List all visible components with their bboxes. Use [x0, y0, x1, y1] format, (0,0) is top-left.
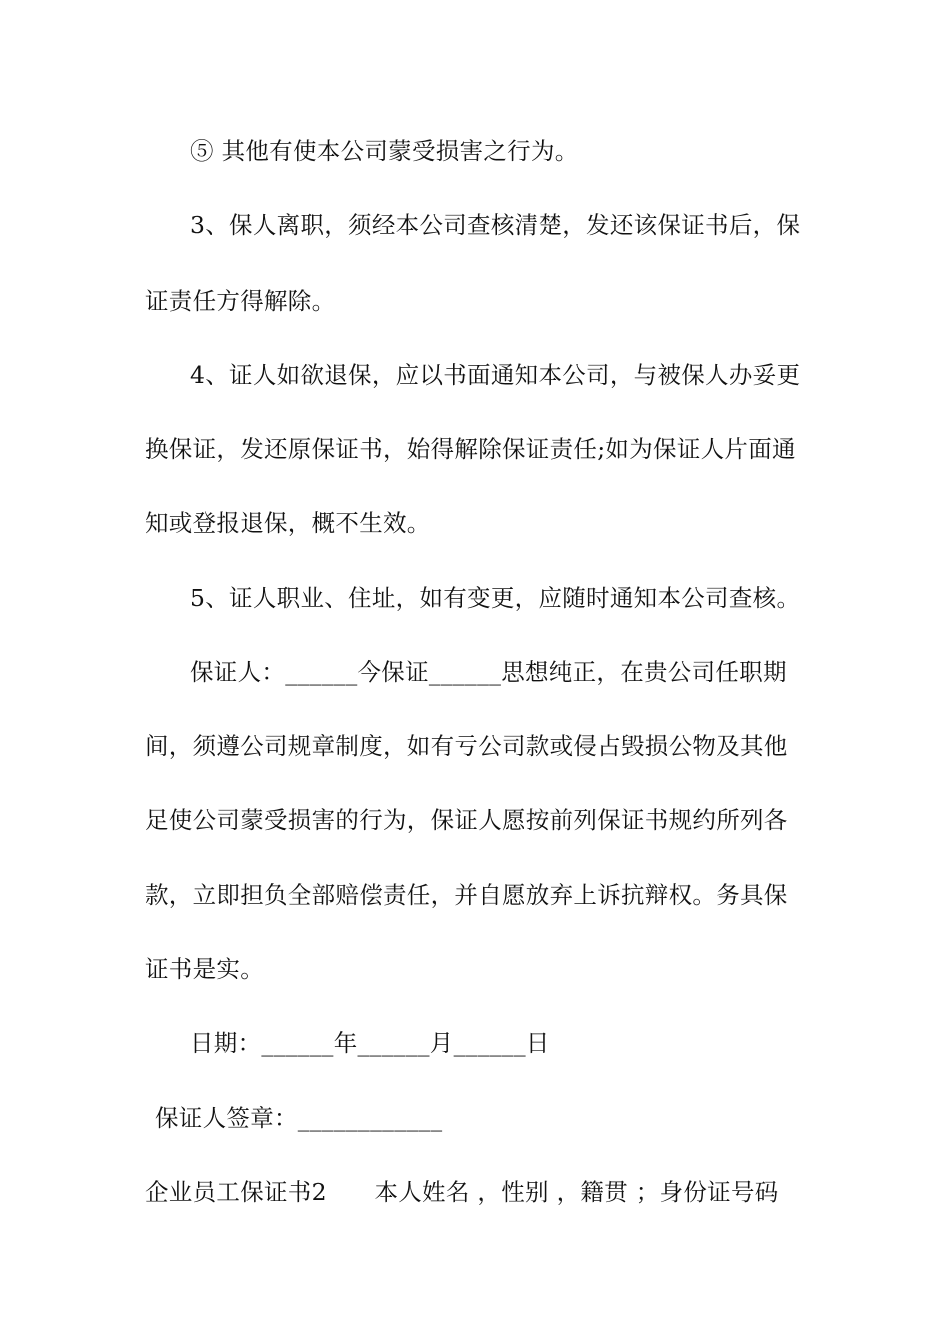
- clause-5-item: ⑤ 其他有使本公司蒙受损害之行为。: [190, 137, 579, 165]
- clause-5-line: 5、证人职业、住址，如有变更，应随时通知本公司查核。: [190, 584, 801, 612]
- guarantor-paragraph-line-4: 款，立即担负全部赔偿责任，并自愿放弃上诉抗辩权。务具保: [145, 881, 788, 909]
- next-document-heading-line: 企业员工保证书2 本人姓名 ，性别 ，籍贯 ；身份证号码: [145, 1178, 779, 1206]
- clause-3-line-2: 证责任方得解除。: [145, 287, 336, 315]
- clause-4-line-2: 换保证，发还原保证书，始得解除保证责任;如为保证人片面通: [145, 435, 796, 463]
- clause-4-line-1: 4、证人如欲退保，应以书面通知本公司，与被保人办妥更: [190, 361, 801, 389]
- guarantor-signature-line: 保证人签章：____________: [155, 1104, 443, 1132]
- guarantor-paragraph-line-2: 间，须遵公司规章制度，如有亏公司款或侵占毁损公物及其他: [145, 732, 788, 760]
- clause-4-line-3: 知或登报退保，概不生效。: [145, 509, 431, 537]
- date-line: 日期：______年______月______日: [190, 1029, 550, 1057]
- guarantor-paragraph-line-3: 足使公司蒙受损害的行为，保证人愿按前列保证书规约所列各: [145, 806, 788, 834]
- guarantor-paragraph-line-5: 证书是实。: [145, 955, 264, 983]
- clause-3-line-1: 3、保人离职，须经本公司查核清楚，发还该保证书后，保: [190, 211, 801, 239]
- guarantor-paragraph-line-1: 保证人：______今保证______思想纯正，在贵公司任职期: [190, 658, 787, 686]
